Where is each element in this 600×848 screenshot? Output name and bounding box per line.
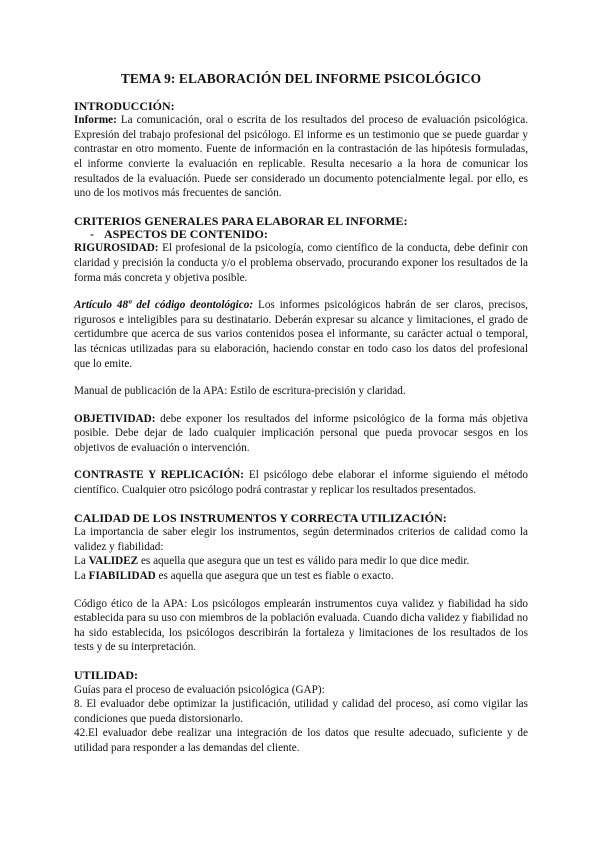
intro-paragraph: [74, 113, 528, 201]
calidad-heading: CALIDAD DE LOS INSTRUMENTOS Y CORRECTA UTILIZACIÓN:: [74, 510, 447, 525]
fiabilidad-pre: La: [74, 570, 89, 583]
fiabilidad-line: [74, 569, 528, 584]
intro-lead: Informe:: [74, 114, 117, 127]
bullet-dash: -: [90, 227, 94, 242]
guias-line: Guías para el proceso de evaluación psicológica (GAP):: [74, 683, 325, 696]
intro-heading: INTRODUCCIÓN:: [74, 98, 175, 113]
contraste-paragraph: [74, 468, 528, 497]
criterios-heading: CRITERIOS GENERALES PARA ELABORAR EL INFORME:: [74, 213, 408, 228]
contenido-label: ASPECTOS DE CONTENIDO:: [104, 227, 268, 242]
contenido-subheading: [74, 228, 528, 241]
rigurosidad-paragraph: [74, 241, 528, 285]
utilidad-heading: UTILIDAD:: [74, 668, 139, 682]
manual-paragraph: Manual de publicación de la APA: Estilo de escritura-precisión y claridad.: [74, 385, 406, 398]
articulo-text: Los informes psicológicos habrán de ser claros, precisos, rigurosos e inteligibles para su destinatario. Deberán expresar su alcance y limitaciones, el grado de certidumbre que acerca de sus varios contenidos posea el informante, su carácter actual o temporal, las técnicas utilizadas para su elaboración, haciendo constar en todo caso los datos del profesional que lo emite.: [74, 299, 528, 370]
rigurosidad-lead: RIGUROSIDAD:: [74, 242, 159, 255]
codigo-paragraph: Código ético de la APA: Los psicólogos emplearán instrumentos cuya validez y fiabilidad ha sido establecida para su uso con miembros de la población evaluada. Cuando dicha validez y fiabilidad no ha sido establecida, los psicólogos describirán la fortaleza y limitaciones de los resultados de los tests y de su interpretación.: [74, 597, 528, 654]
validez-text: es aquella que asegura que un test es válido para medir lo que dice medir.: [138, 555, 470, 568]
articulo-paragraph: [74, 298, 528, 371]
fiabilidad-lead: FIABILIDAD: [88, 570, 156, 583]
intro-text: La comunicación, oral o escrita de los resultados del proceso de evaluación psicológica. Expresión del trabajo profesional del psicólogo. El informe es un testimonio que se puede guardar y contrastar en otro momento. Fuente de información en la contrastación de las hipótesis formuladas, el informe convierte la evaluación en replicable. Resulta necesario a la hora de comunicar los resultados de la evaluación. Puede ser considerado un documento potencialmente legal. por ello, es uno de los motivos más frecuentes de sanción.: [74, 114, 528, 200]
calidad-paragraph: La importancia de saber elegir los instrumentos, según determinados criterios de calidad como la validez y fiabilidad:: [74, 526, 528, 553]
validez-pre: La: [74, 555, 89, 568]
contraste-text: El psicólogo debe elaborar el informe siguiendo el método científico. Cualquier otro psicólogo podrá contrastar y replicar los resultados presentados.: [74, 469, 528, 497]
rigurosidad-text: El profesional de la psicología, como científico de la conducta, debe definir con claridad y precisión la conducta y/o el problema observado, procurando exponer los resultados de la forma más concreta y objetiva posible.: [74, 242, 528, 284]
articulo-lead: Artículo 48º del código deontológico:: [74, 299, 254, 312]
fiabilidad-text: es aquella que asegura que un test es fiable o exacto.: [155, 570, 394, 583]
objetividad-lead: OBJETIVIDAD:: [74, 412, 156, 425]
objetividad-paragraph: [74, 412, 528, 456]
item-8: 8. El evaluador debe optimizar la justificación, utilidad y calidad del proceso, así como vigilar las condiciones que pueda distorsionarlo.: [74, 698, 528, 725]
objetividad-text: debe exponer los resultados del informe psicológico de la forma más objetiva posible. Debe dejar de lado cualquier implicación personal que pueda provocar sesgos en los objetivos de evaluación o intervención.: [74, 412, 528, 454]
validez-line: [74, 554, 528, 569]
validez-lead: VALIDEZ: [88, 555, 139, 568]
item-42: 42.El evaluador debe realizar una integración de los datos que resulte adecuado, suficiente y de utilidad para responder a las demandas del cliente.: [74, 727, 528, 754]
contraste-lead: CONTRASTE Y REPLICACIÓN:: [74, 469, 244, 482]
document-title: TEMA 9: ELABORACIÓN DEL INFORME PSICOLÓGICO: [120, 71, 482, 86]
document-page: [74, 72, 528, 756]
